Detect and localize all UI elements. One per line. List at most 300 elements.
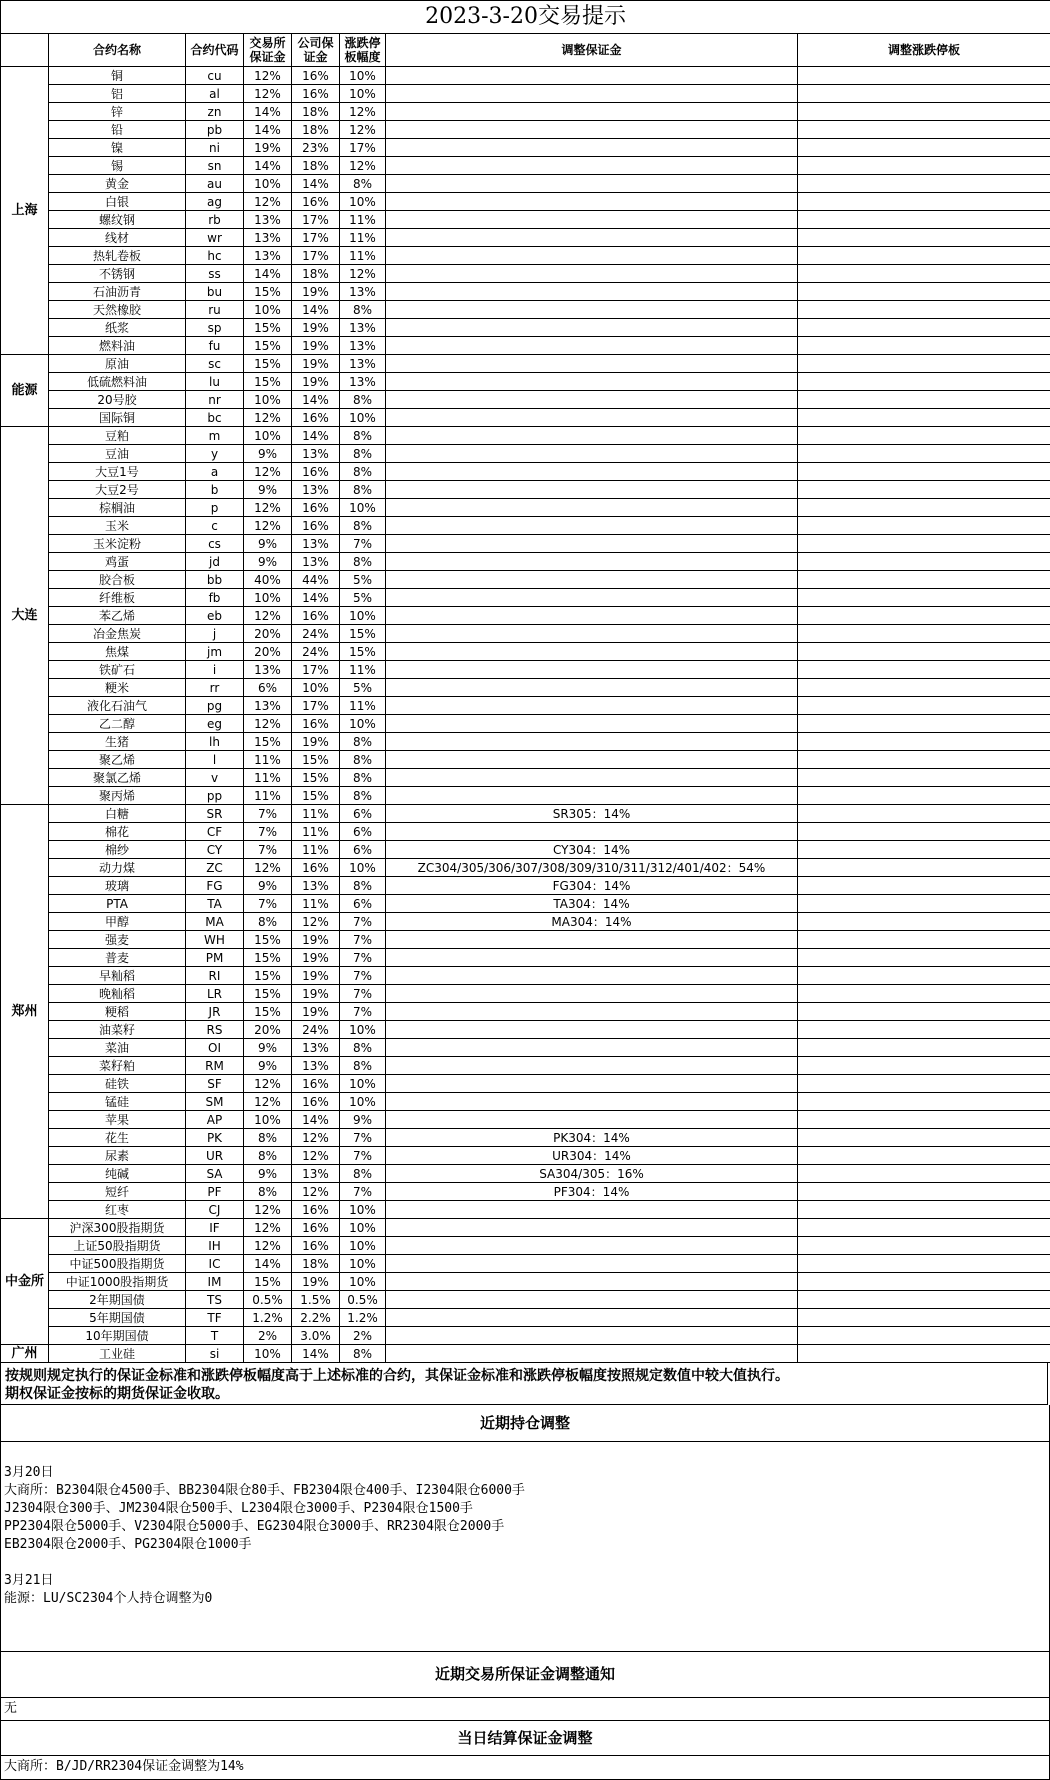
- company-margin: 11%: [292, 895, 340, 913]
- contract-name: 上证50股指期货: [49, 1237, 186, 1255]
- table-row: [1, 193, 1050, 211]
- limit-range: 8%: [340, 1057, 386, 1075]
- contract-code: TA: [186, 895, 244, 913]
- adjust-limit: [798, 1075, 1050, 1093]
- table-row: [1, 661, 1050, 679]
- position-line: PP2304限仓5000手、V2304限仓5000手、EG2304限仓3000手、RR2304限仓2000手: [4, 1518, 1046, 1536]
- adjust-limit: [798, 301, 1050, 319]
- exchange-margin: 13%: [244, 247, 292, 265]
- adjust-margin: [386, 355, 798, 373]
- contract-name: 10年期国债: [49, 1327, 186, 1345]
- table-row: [1, 247, 1050, 265]
- adjust-limit: [798, 445, 1050, 463]
- adjust-margin: [386, 733, 798, 751]
- limit-range: 10%: [340, 1021, 386, 1039]
- contract-name: 短纤: [49, 1183, 186, 1201]
- table-row: [1, 1309, 1050, 1327]
- contract-name: 天然橡胶: [49, 301, 186, 319]
- contract-name: 菜籽粕: [49, 1057, 186, 1075]
- contract-name: 苯乙烯: [49, 607, 186, 625]
- adjust-limit: [798, 1165, 1050, 1183]
- adjust-margin: [386, 427, 798, 445]
- position-section: [0, 1405, 1050, 1652]
- contract-code: ni: [186, 139, 244, 157]
- table-row: [1, 409, 1050, 427]
- contract-code: ZC: [186, 859, 244, 877]
- company-margin: 2.2%: [292, 1309, 340, 1327]
- contract-code: pp: [186, 787, 244, 805]
- contract-code: T: [186, 1327, 244, 1345]
- adjust-limit: [798, 553, 1050, 571]
- contract-name: 鸡蛋: [49, 553, 186, 571]
- exchange-margin: 13%: [244, 661, 292, 679]
- limit-range: 8%: [340, 301, 386, 319]
- adjust-margin: [386, 301, 798, 319]
- adjust-limit: [798, 715, 1050, 733]
- limit-range: 2%: [340, 1327, 386, 1345]
- exchange-margin: 12%: [244, 607, 292, 625]
- adjust-margin: MA304：14%: [386, 913, 798, 931]
- limit-range: 8%: [340, 787, 386, 805]
- company-margin: 13%: [292, 553, 340, 571]
- contract-name: 液化石油气: [49, 697, 186, 715]
- contract-code: FG: [186, 877, 244, 895]
- company-margin: 19%: [292, 733, 340, 751]
- limit-range: 5%: [340, 571, 386, 589]
- contract-name: 玉米: [49, 517, 186, 535]
- adjust-margin: [386, 589, 798, 607]
- limit-range: 7%: [340, 985, 386, 1003]
- company-margin: 19%: [292, 319, 340, 337]
- contract-code: IC: [186, 1255, 244, 1273]
- contract-name: 棉纱: [49, 841, 186, 859]
- limit-range: 0.5%: [340, 1291, 386, 1309]
- contract-name: 菜油: [49, 1039, 186, 1057]
- table-row: [1, 1111, 1050, 1129]
- adjust-limit: [798, 319, 1050, 337]
- contract-name: 聚氯乙烯: [49, 769, 186, 787]
- limit-range: 10%: [340, 1273, 386, 1291]
- adjust-limit: [798, 733, 1050, 751]
- exchange-margin: 6%: [244, 679, 292, 697]
- contract-name: 白银: [49, 193, 186, 211]
- adjust-margin: [386, 193, 798, 211]
- company-margin: 19%: [292, 1273, 340, 1291]
- contract-code: ag: [186, 193, 244, 211]
- exchange-notice-title: 近期交易所保证金调整通知: [1, 1652, 1049, 1698]
- limit-range: 1.2%: [340, 1309, 386, 1327]
- contract-code: eb: [186, 607, 244, 625]
- adjust-margin: [386, 1291, 798, 1309]
- exchange-margin: 12%: [244, 517, 292, 535]
- contract-name: 锌: [49, 103, 186, 121]
- adjust-limit: [798, 463, 1050, 481]
- adjust-limit: [798, 697, 1050, 715]
- adjust-margin: UR304：14%: [386, 1147, 798, 1165]
- limit-range: 8%: [340, 175, 386, 193]
- table-row: [1, 1129, 1050, 1147]
- contract-code: pg: [186, 697, 244, 715]
- company-margin: 13%: [292, 877, 340, 895]
- contract-name: 油菜籽: [49, 1021, 186, 1039]
- table-row: [1, 1327, 1050, 1345]
- company-margin: 17%: [292, 661, 340, 679]
- contract-code: sp: [186, 319, 244, 337]
- company-margin: 12%: [292, 1183, 340, 1201]
- adjust-margin: [386, 337, 798, 355]
- adjust-limit: [798, 1057, 1050, 1075]
- table-row: [1, 1291, 1050, 1309]
- exchange-margin: 10%: [244, 175, 292, 193]
- contract-code: c: [186, 517, 244, 535]
- table-row: [1, 949, 1050, 967]
- position-line: J2304限仓300手、JM2304限仓500手、L2304限仓3000手、P2304限仓1500手: [4, 1500, 1046, 1518]
- exchange-margin: 15%: [244, 337, 292, 355]
- company-margin: 13%: [292, 481, 340, 499]
- table-row: [1, 1237, 1050, 1255]
- contract-name: 红枣: [49, 1201, 186, 1219]
- adjust-margin: [386, 67, 798, 85]
- adjust-margin: [386, 391, 798, 409]
- contract-code: fu: [186, 337, 244, 355]
- table-row: [1, 931, 1050, 949]
- adjust-margin: [386, 499, 798, 517]
- limit-range: 12%: [340, 157, 386, 175]
- limit-range: 17%: [340, 139, 386, 157]
- contract-code: si: [186, 1345, 244, 1363]
- company-margin: 11%: [292, 841, 340, 859]
- limit-range: 10%: [340, 193, 386, 211]
- adjust-limit: [798, 85, 1050, 103]
- adjust-limit: [798, 1237, 1050, 1255]
- adjust-margin: [386, 571, 798, 589]
- company-margin: 19%: [292, 967, 340, 985]
- contract-code: SR: [186, 805, 244, 823]
- region-label: 大连: [1, 427, 49, 805]
- adjust-limit: [798, 895, 1050, 913]
- contract-name: 国际铜: [49, 409, 186, 427]
- limit-range: 11%: [340, 247, 386, 265]
- exchange-margin: 7%: [244, 895, 292, 913]
- adjust-limit: [798, 769, 1050, 787]
- contract-code: hc: [186, 247, 244, 265]
- contract-name: 沪深300股指期货: [49, 1219, 186, 1237]
- exchange-margin: 12%: [244, 1237, 292, 1255]
- company-margin: 14%: [292, 391, 340, 409]
- adjust-margin: [386, 1345, 798, 1363]
- company-margin: 16%: [292, 1219, 340, 1237]
- exchange-margin: 10%: [244, 589, 292, 607]
- position-line: 3月21日: [4, 1572, 1046, 1590]
- adjust-limit: [798, 193, 1050, 211]
- exchange-margin: 9%: [244, 1165, 292, 1183]
- contract-code: TF: [186, 1309, 244, 1327]
- exchange-margin: 12%: [244, 463, 292, 481]
- contract-code: SA: [186, 1165, 244, 1183]
- exchange-margin: 10%: [244, 1111, 292, 1129]
- exchange-margin: 9%: [244, 877, 292, 895]
- header-name: 合约名称: [49, 34, 186, 67]
- company-margin: 19%: [292, 355, 340, 373]
- adjust-margin: [386, 85, 798, 103]
- adjust-margin: SR305：14%: [386, 805, 798, 823]
- adjust-limit: [798, 211, 1050, 229]
- company-margin: 16%: [292, 607, 340, 625]
- contract-name: 豆油: [49, 445, 186, 463]
- exchange-margin: 15%: [244, 949, 292, 967]
- adjust-limit: [798, 265, 1050, 283]
- company-margin: 19%: [292, 283, 340, 301]
- exchange-margin: 0.5%: [244, 1291, 292, 1309]
- company-margin: 13%: [292, 445, 340, 463]
- adjust-margin: [386, 157, 798, 175]
- contract-code: AP: [186, 1111, 244, 1129]
- contract-code: y: [186, 445, 244, 463]
- exchange-margin: 15%: [244, 373, 292, 391]
- contract-name: 黄金: [49, 175, 186, 193]
- exchange-margin: 9%: [244, 481, 292, 499]
- adjust-limit: [798, 121, 1050, 139]
- contract-code: RI: [186, 967, 244, 985]
- company-margin: 17%: [292, 697, 340, 715]
- company-margin: 15%: [292, 751, 340, 769]
- exchange-margin: 9%: [244, 535, 292, 553]
- table-row: [1, 787, 1050, 805]
- adjust-margin: [386, 715, 798, 733]
- exchange-margin: 12%: [244, 859, 292, 877]
- contract-code: PF: [186, 1183, 244, 1201]
- table-row: [1, 157, 1050, 175]
- contract-name: 甲醇: [49, 913, 186, 931]
- exchange-margin: 15%: [244, 733, 292, 751]
- adjust-limit: [798, 643, 1050, 661]
- adjust-margin: [386, 931, 798, 949]
- contract-name: 胶合板: [49, 571, 186, 589]
- exchange-margin: 11%: [244, 769, 292, 787]
- contract-name: 乙二醇: [49, 715, 186, 733]
- adjust-margin: [386, 1327, 798, 1345]
- contract-name: 玉米淀粉: [49, 535, 186, 553]
- adjust-limit: [798, 607, 1050, 625]
- limit-range: 7%: [340, 1129, 386, 1147]
- table-row: [1, 985, 1050, 1003]
- exchange-margin: 15%: [244, 283, 292, 301]
- contract-code: ss: [186, 265, 244, 283]
- limit-range: 9%: [340, 1111, 386, 1129]
- adjust-margin: [386, 175, 798, 193]
- contract-name: 白糖: [49, 805, 186, 823]
- table-row: [1, 1273, 1050, 1291]
- header-code: 合约代码: [186, 34, 244, 67]
- contract-name: 硅铁: [49, 1075, 186, 1093]
- company-margin: 15%: [292, 787, 340, 805]
- exchange-margin: 8%: [244, 913, 292, 931]
- table-row: [1, 103, 1050, 121]
- adjust-limit: [798, 1183, 1050, 1201]
- contract-name: 聚乙烯: [49, 751, 186, 769]
- contract-code: bb: [186, 571, 244, 589]
- limit-range: 10%: [340, 1219, 386, 1237]
- company-margin: 19%: [292, 949, 340, 967]
- contract-code: IH: [186, 1237, 244, 1255]
- contract-name: 早籼稻: [49, 967, 186, 985]
- adjust-limit: [798, 1093, 1050, 1111]
- company-margin: 14%: [292, 301, 340, 319]
- company-margin: 13%: [292, 535, 340, 553]
- table-row: [1, 589, 1050, 607]
- table-row: [1, 1345, 1050, 1363]
- adjust-margin: ZC304/305/306/307/308/309/310/311/312/401/402：54%: [386, 859, 798, 877]
- table-row: [1, 571, 1050, 589]
- company-margin: 14%: [292, 175, 340, 193]
- company-margin: 16%: [292, 1201, 340, 1219]
- exchange-margin: 15%: [244, 985, 292, 1003]
- contract-code: TS: [186, 1291, 244, 1309]
- exchange-margin: 40%: [244, 571, 292, 589]
- company-margin: 12%: [292, 1129, 340, 1147]
- exchange-margin: 15%: [244, 319, 292, 337]
- header-limit: 涨跌停板幅度: [340, 34, 386, 67]
- settlement-title: 当日结算保证金调整: [1, 1721, 1049, 1756]
- region-label: 广州: [1, 1345, 49, 1363]
- exchange-margin: 14%: [244, 157, 292, 175]
- exchange-margin: 10%: [244, 301, 292, 319]
- contract-code: eg: [186, 715, 244, 733]
- limit-range: 11%: [340, 211, 386, 229]
- adjust-limit: [798, 103, 1050, 121]
- exchange-margin: 7%: [244, 823, 292, 841]
- company-margin: 11%: [292, 805, 340, 823]
- adjust-margin: [386, 1075, 798, 1093]
- company-margin: 18%: [292, 121, 340, 139]
- adjust-limit: [798, 427, 1050, 445]
- exchange-margin: 14%: [244, 1255, 292, 1273]
- adjust-limit: [798, 337, 1050, 355]
- contract-code: IM: [186, 1273, 244, 1291]
- table-row: [1, 463, 1050, 481]
- contract-code: PK: [186, 1129, 244, 1147]
- contract-code: sc: [186, 355, 244, 373]
- adjust-limit: [798, 985, 1050, 1003]
- contract-code: l: [186, 751, 244, 769]
- exchange-margin: 10%: [244, 1345, 292, 1363]
- adjust-limit: [798, 409, 1050, 427]
- exchange-margin: 14%: [244, 103, 292, 121]
- table-row: [1, 373, 1050, 391]
- adjust-margin: [386, 1093, 798, 1111]
- exchange-margin: 20%: [244, 1021, 292, 1039]
- table-row: [1, 643, 1050, 661]
- exchange-margin: 15%: [244, 355, 292, 373]
- company-margin: 16%: [292, 1075, 340, 1093]
- table-row: [1, 895, 1050, 913]
- exchange-margin: 12%: [244, 1201, 292, 1219]
- contract-code: i: [186, 661, 244, 679]
- table-row: [1, 121, 1050, 139]
- limit-range: 6%: [340, 805, 386, 823]
- position-title: 近期持仓调整: [1, 1405, 1049, 1442]
- table-row: [1, 715, 1050, 733]
- limit-range: 7%: [340, 1147, 386, 1165]
- company-margin: 13%: [292, 1039, 340, 1057]
- company-margin: 15%: [292, 769, 340, 787]
- adjust-margin: [386, 949, 798, 967]
- adjust-limit: [798, 859, 1050, 877]
- table-row: [1, 283, 1050, 301]
- limit-range: 8%: [340, 391, 386, 409]
- contract-name: 工业硅: [49, 1345, 186, 1363]
- adjust-margin: [386, 265, 798, 283]
- adjust-margin: [386, 625, 798, 643]
- header-region: [1, 34, 49, 67]
- contract-name: 燃料油: [49, 337, 186, 355]
- exchange-margin: 11%: [244, 787, 292, 805]
- adjust-margin: TA304：14%: [386, 895, 798, 913]
- limit-range: 13%: [340, 373, 386, 391]
- limit-range: 12%: [340, 265, 386, 283]
- contract-name: 低硫燃料油: [49, 373, 186, 391]
- exchange-margin: 2%: [244, 1327, 292, 1345]
- company-margin: 44%: [292, 571, 340, 589]
- exchange-margin: 9%: [244, 1057, 292, 1075]
- company-margin: 16%: [292, 1237, 340, 1255]
- limit-range: 8%: [340, 481, 386, 499]
- table-row: [1, 85, 1050, 103]
- adjust-limit: [798, 625, 1050, 643]
- company-margin: 16%: [292, 409, 340, 427]
- contract-code: JR: [186, 1003, 244, 1021]
- table-body: [1, 67, 1050, 1363]
- contract-name: 原油: [49, 355, 186, 373]
- contract-name: PTA: [49, 895, 186, 913]
- contract-code: j: [186, 625, 244, 643]
- contract-code: CJ: [186, 1201, 244, 1219]
- exchange-margin: 11%: [244, 751, 292, 769]
- contract-name: 聚丙烯: [49, 787, 186, 805]
- contract-code: wr: [186, 229, 244, 247]
- adjust-margin: PK304：14%: [386, 1129, 798, 1147]
- limit-range: 13%: [340, 355, 386, 373]
- contract-code: jm: [186, 643, 244, 661]
- table-row: [1, 1255, 1050, 1273]
- contract-code: lu: [186, 373, 244, 391]
- limit-range: 7%: [340, 931, 386, 949]
- table-row: [1, 1075, 1050, 1093]
- company-margin: 19%: [292, 985, 340, 1003]
- exchange-margin: 19%: [244, 139, 292, 157]
- company-margin: 23%: [292, 139, 340, 157]
- page-title: 2023-3-20交易提示: [1, 1, 1050, 34]
- contract-code: fb: [186, 589, 244, 607]
- table-row: [1, 1165, 1050, 1183]
- exchange-margin: 7%: [244, 805, 292, 823]
- adjust-limit: [798, 913, 1050, 931]
- contract-code: SF: [186, 1075, 244, 1093]
- contract-name: 5年期国债: [49, 1309, 186, 1327]
- adjust-margin: [386, 463, 798, 481]
- limit-range: 7%: [340, 535, 386, 553]
- adjust-limit: [798, 67, 1050, 85]
- contract-code: v: [186, 769, 244, 787]
- limit-range: 7%: [340, 949, 386, 967]
- company-margin: 18%: [292, 157, 340, 175]
- company-margin: 13%: [292, 1165, 340, 1183]
- table-row: [1, 679, 1050, 697]
- contract-name: 铝: [49, 85, 186, 103]
- limit-range: 8%: [340, 1039, 386, 1057]
- adjust-margin: PF304：14%: [386, 1183, 798, 1201]
- limit-range: 5%: [340, 679, 386, 697]
